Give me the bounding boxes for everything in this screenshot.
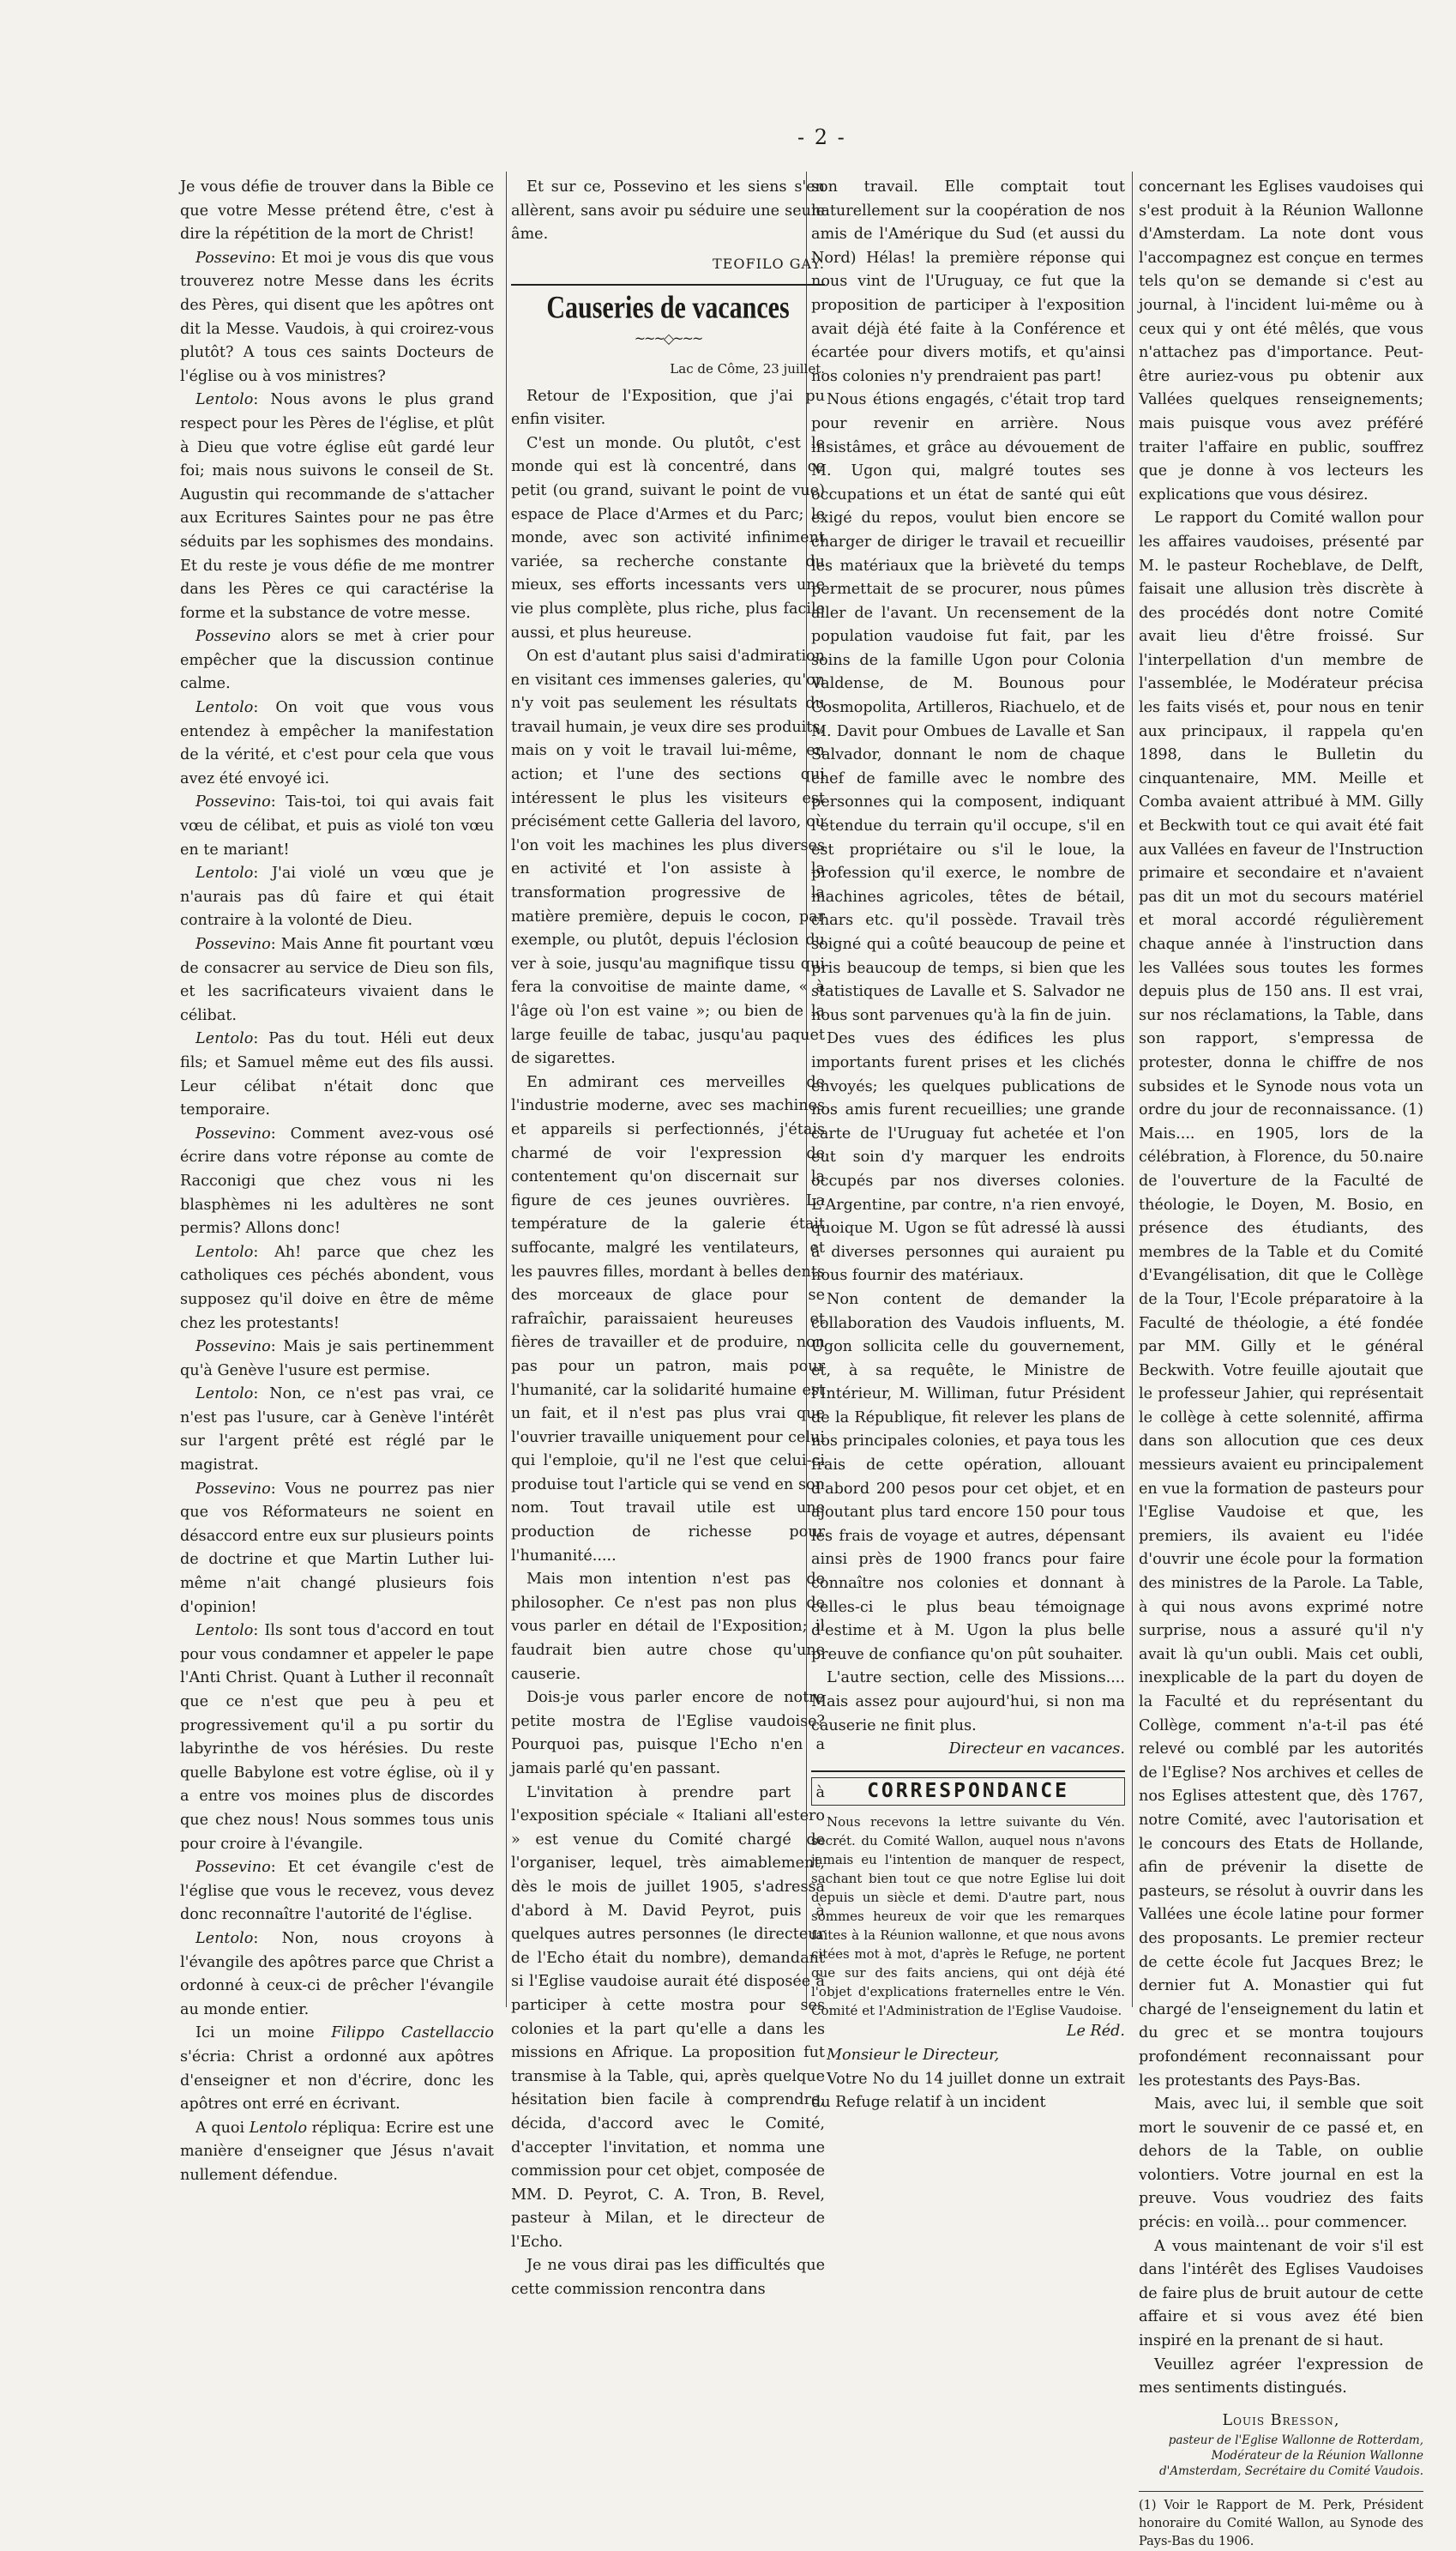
text: : Nous avons le plus grand respect pour les Pères de l'église, et plût à Dieu que votre église eût gardé leur foi; mais nous suivons le conseil de St. Augustin qui recommande de s'attacher aux Ecritures Saintes pour ne pas être séduits par les sophismes des mondains. Et du reste je vous défie de me montrer dans les Pères ce qui caractérise la forme et la substance de votre messe. <box>180 391 494 622</box>
speaker: Lentolo <box>196 391 254 409</box>
speaker: Lentolo <box>196 1243 254 1261</box>
paragraph: L'invitation à prendre part à l'exposition spéciale « Italiani all'estero » est venue du Comité chargé de l'organiser, lequel, très aimablement, dès le mois de juillet 1905, s'adressa d'abord à M. David Peyrot, puis à quelques autres personnes (le directeur de l'Echo était du nombre), demandant si l'Eglise vaudoise aurait été disposée à participer à cette mostra pour ses colonies et la part qu'elle a dans les missions en Afrique. La proposition fut transmise à la Table, qui, après quelque hésitation bien facile à comprendre, décida, d'accord avec le Comité, d'accepter l'invitation, et nomma une commission pour cet objet, composée de MM. D. Peyrot, C. A. Tron, B. Revel, pasteur à Milan, et le directeur de l'Echo. <box>511 1783 825 2251</box>
paragraph: C'est un monde. Ou plutôt, c'est le monde qui est là concentré, dans ce petit (ou grand, suivant le point de vue) espace de Place d'Armes et du Parc; le monde, avec son activité infiniment variée, sa recherche constante du mieux, ses efforts incessants vers une vie plus complète, plus riche, plus facile aussi, et plus heureuse. <box>511 434 825 642</box>
signature: Directeur en vacances. <box>948 1740 1125 1758</box>
dialogue-line <box>180 1383 494 1477</box>
paragraph: On est d'autant plus saisi d'admiration en visitant ces immenses galeries, qu'on n'y voit pas seulement les résultats du travail humain, je veux dire ses produits, mais on y voit le travail lui-même, en action; et l'une des sections qui intéressent le plus les visiteurs est précisément cette Galleria del lavoro, où l'on voit les machines les plus diverses en activité et l'on assiste à la transformation progressive de la matière première, depuis le cocon, par exemple, ou plutôt, depuis l'éclosion du ver à soie, jusqu'au magnifique tissu qui fera la convoitise de mainte dame, « à l'âge où l'on est vaine »; ou bien de la large feuille de tabac, jusqu'au paquet de sigarettes. <box>511 648 825 1068</box>
dialogue-line <box>180 625 494 697</box>
speaker: Possevino <box>196 793 271 811</box>
column-4 <box>1139 176 1423 2549</box>
paragraph: L'autre section, celle des Missions.... Mais assez pour aujourd'hui, si non ma causerie ne finit plus. <box>811 1669 1125 1734</box>
speaker: Possevino <box>196 1125 271 1143</box>
dialogue-line <box>180 1123 494 1241</box>
text: alors se met à crier pour empêcher que la discussion continue calme. <box>180 628 495 693</box>
text: : Mais Anne fit pourtant vœu de consacrer au service de Dieu son fils, et les sacrificateurs vivaient dans le célibat. <box>180 936 494 1024</box>
speaker: Possevino <box>196 1338 271 1356</box>
paragraph: Dois-je vous parler encore de notre petite mostra de l'Eglise vaudoise? Pourquoi pas, puisque l'Echo n'en a jamais parlé qu'en passant. <box>511 1689 825 1777</box>
signature: TEOFILO GAY. <box>713 255 825 272</box>
text: : Non, ce n'est pas vrai, ce n'est pas l'usure, car à Genève l'intérêt sur l'argent prêté est réglé par le magistrat. <box>180 1385 494 1475</box>
footnote: (1) Voir le Rapport de M. Perk, Président honoraire du Comité Wallon, au Synode des Pays-Bas du 1906. <box>1139 2491 1423 2551</box>
paragraph <box>180 2117 494 2188</box>
text: Ici un moine <box>196 2024 315 2042</box>
dialogue-line <box>180 791 494 862</box>
text: : J'ai violé un vœu que je n'aurais pas dû faire et qui était contraire à la volonté de Dieu. <box>180 865 494 930</box>
dialogue-line <box>180 389 494 625</box>
column-2 <box>511 176 825 2299</box>
speaker: Possevino <box>196 1859 271 1877</box>
paragraph: Veuillez agréer l'expression de mes sentiments distingués. <box>1139 2355 1423 2397</box>
column-rule <box>506 172 507 2007</box>
text: : Ah! parce que chez les catholiques ces péchés abondent, vous supposez qu'il doive en être de même chez les protestants! <box>180 1243 494 1332</box>
paragraph: Le rapport du Comité wallon pour les affaires vaudoises, présenté par M. le pasteur Rocheblave, de Delft, faisait une allusion très discrète à des procédés dont notre Comité avait lieu d'être froissé. Sur l'interpellation d'un membre de l'assemblée, le Modérateur précisa les faits visés et, pour nous en tenir aux principaux, il rappela qu'en 1898, dans le Bulletin du cinquantenaire, MM. Meille et Comba avaient attribué à MM. Gilly et Beckwith tout ce qui avait été fait aux Vallées en faveur de l'Instruction primaire et secondaire et n'avaient pas dit un mot du secours matériel et moral accordé régulièrement chaque année à l'instruction dans les Vallées sous toutes les formes depuis plus de 150 ans. Il est vrai, sur nos réclamations, la Table, dans son rapport, s'empressa de protester, donna le chiffre de nos subsides et le Synode nous vota un ordre du jour de reconnaissance. (1) Mais.... en 1905, lors de la célébration, à Florence, du 50.naire de l'ouverture de la Faculté de théologie, le Doyen, M. Bosio, en présence des étudiants, des membres de la Table et du Comité d'Evangélisation, dit que le Collège de la Tour, l'Ecole préparatoire à la Faculté de théologie, a été fondée par MM. Gilly et le général Beckwith. Votre feuille ajoutait que le professeur Jahier, qui représentait le collège à cette solennité, affirma dans son allocution que ces deux messieurs avaient eu principalement en vue la formation de pasteurs pour l'Eglise Vaudoise et que, les premiers, ils avaient eu l'idée d'ouvrir une école pour la formation des ministres de la Parole. La Table, à qui nous avons exprimé notre surprise, nous a assuré qu'il n'y avait là qu'un oubli. Mais cet oubli, inexplicable de la part du doyen de la Faculté et du représentant du Collège, comment n'a-t-il pas été relevé ou comblé par les autorités de l'Eglise? Nos archives et celles de nos Eglises attestent que, dès 1767, notre Comité, avec l'autorisation et le concours des Etats de Hollande, afin de prévenir la disette de pasteurs, se résolut à ouvrir dans les Vallées une école latine pour former des proposants. Le premier recteur de cette école fut Jacques Brez; le dernier fut A. Monastier qui fut chargé de l'enseignement du latin et du grec et se montra toujours profondément reconnaissant pour les protestants des Pays-Bas. <box>1139 510 1423 2090</box>
paragraph: A vous maintenant de voir s'il est dans l'intérêt des Eglises Vaudoises de faire plus de bruit autour de cette affaire et si vous avez été bien inspiré en la prenant de si haut. <box>1139 2237 1423 2350</box>
dialogue-line <box>180 1927 494 2022</box>
name: Lentolo <box>249 2119 308 2137</box>
paragraph: son travail. Elle comptait tout naturellement sur la coopération de nos amis de l'Amérique du Sud (et aussi du Nord) Hélas! la première réponse qui nous vint de l'Uruguay, ce fut que la proposition de participer à l'exposition avait déjà été faite à la Conférence et écartée pour divers motifs, et qu'ainsi nos colonies n'y prendraient pas part! <box>811 178 1125 385</box>
paragraph: Nous recevons la lettre suivante du Vén. secrét. du Comité Wallon, auquel nous n'avons jamais eu l'intention de manquer de respect, sachant bien tout ce que notre Eglise lui doit depuis un siècle et demi. D'autre part, nous sommes heureux de voir que les remarques faites à la Réunion wallonne, et que nous avons citées mot à mot, d'après le Refuge, ne portent que sur des faits anciens, qui ont déjà été l'objet d'explications fraternelles entre le Vén. Comité et l'Administration de l'Eglise Vaudoise. <box>811 1814 1125 2019</box>
dialogue-line <box>180 1336 494 1383</box>
text: : Et moi je vous dis que vous trouverez notre Messe dans les écrits des Pères, qui disent que les apôtres ont dit la Messe. Vaudois, à qui croirez-vous plutôt? A tous ces saints Docteurs de l'église ou à vos ministres? <box>180 249 494 385</box>
text: : Comment avez-vous osé écrire dans votre réponse au comte de Racconigi que chez vous ni les blasphèmes ni les adultères ne sont permis? Allons donc! <box>180 1125 494 1238</box>
salutation: Monsieur le Directeur, <box>827 2046 1000 2064</box>
speaker: Lentolo <box>196 1622 254 1640</box>
speaker: Lentolo <box>196 1030 254 1048</box>
speaker: Lentolo <box>196 1385 254 1403</box>
paragraph: Mais, avec lui, il semble que soit mort le souvenir de ce passé et, en dehors de la Table, on oublie volontiers. Votre journal en est la preuve. Vous voudriez des faits précis: en voilà... pour commencer. <box>1139 2096 1423 2232</box>
dialogue-line <box>180 1478 494 1620</box>
section-title: CORRESPONDANCE <box>811 1777 1125 1806</box>
column-3 <box>811 176 1125 2112</box>
signature-role: pasteur de l'Eglise Wallonne de Rotterdam, Modérateur de la Réunion Wallonne d'Amsterdam, Secrétaire du Comité Vaudois. <box>1158 2433 1423 2479</box>
dateline: Lac de Côme, 23 juillet. <box>670 360 825 377</box>
dialogue-line <box>180 1028 494 1122</box>
text: : Pas du tout. Héli eut deux fils; et Samuel même eut des fils aussi. Leur célibat n'était donc que temporaire. <box>180 1030 494 1119</box>
text: répliqua: Ecrire est une manière d'enseigner que Jésus n'avait nullement défendue. <box>180 2119 494 2184</box>
speaker: Lentolo <box>196 699 254 717</box>
dialogue-line <box>180 247 494 389</box>
speaker: Lentolo <box>196 1929 254 1947</box>
text: : Tais-toi, toi qui avais fait vœu de célibat, et puis as violé ton vœu en te mariant! <box>180 793 494 859</box>
paragraph: Votre No du 14 juillet donne un extrait du Refuge relatif à un incident <box>811 2070 1125 2112</box>
editor-note: Le Réd. <box>1066 2023 1125 2041</box>
dialogue-line <box>180 1241 494 1336</box>
text: : On voit que vous vous entendez à empêcher la manifestation de la vérité, et c'est pour cela que vous avez été envoyé ici. <box>180 699 494 787</box>
divider <box>811 1770 1125 1772</box>
paragraph: Mais mon intention n'est pas de philosopher. Ce n'est pas non plus de vous parler en détail de l'Exposition; il faudrait bien autre chose qu'une causerie. <box>511 1571 825 1683</box>
paragraph: concernant les Eglises vaudoises qui s'est produit à la Réunion Wallonne d'Amsterdam. La note dont vous l'accompagnez est conçue en termes tels qu'on se demande si c'est au journal, à l'incident lui-même ou à ceux qui y ont été mêlés, que vous n'attachez pas d'importance. Peut-être auriez-vous pu obtenir aux Vallées quelques renseignements; mais puisque vous avez préféré traiter l'affaire en public, souffrez que je donne à vos lecteurs les explications que vous désirez. <box>1139 178 1423 504</box>
name: Filippo Castellaccio <box>331 2024 494 2042</box>
dialogue-line <box>180 1856 494 1927</box>
dialogue-line <box>180 933 494 1028</box>
dialogue-line <box>180 697 494 791</box>
text: : Non, nous croyons à l'évangile des apôtres parce que Christ a ordonné à ceux-ci de prêcher l'évangile au monde entier. <box>180 1929 494 2018</box>
paragraph: Des vues des édifices les plus importants furent prises et les clichés envoyés; les quelques publications de nos amis furent recueillies; une grande carte de l'Uruguay fut achetée et l'on eut soin d'y marquer les endroits occupés par nos diverses colonies. L'Argentine, par contre, n'a rien envoyé, quoique M. Ugon se fût adressé là aussi à diverses personnes qui auraient pu nous fournir des matériaux. <box>811 1030 1125 1285</box>
speaker: Possevino <box>196 1480 271 1498</box>
speaker: Possevino <box>196 936 271 953</box>
text: : Mais je sais pertinemment qu'à Genève l'usure est permise. <box>180 1338 494 1379</box>
column-rule <box>1132 172 1133 2007</box>
paragraph: En admirant ces merveilles de l'industrie moderne, avec ses machines et appareils si perfectionnés, j'étais charmé de voir l'expression de contentement qu'on discernait sur la figure de ces jeunes ouvrières. La température de la galerie était suffocante, malgré les ventilateurs, et les pauvres filles, mordant à belles dents des morceaux de glace pour se rafraîchir, paraissaient heureuses et fières de travailler et de produire, non pas pour un patron, mais pour l'humanité, car la solidarité humaine est un fait, et il n'est pas plus vrai que l'ouvrier travaille uniquement pour celui qui l'emploie, qu'il ne l'est que celui-ci produise tout l'article qui se vend en son nom. Tout travail utile est une production de richesse pour l'humanité..... <box>511 1073 825 1565</box>
dialogue-line <box>180 1619 494 1856</box>
speaker: Lentolo <box>196 865 254 883</box>
text: A quoi <box>196 2119 245 2137</box>
signature-name: Louis Bresson, <box>1222 2411 1340 2429</box>
dialogue-line <box>180 862 494 933</box>
text: : Et cet évangile c'est de l'église que vous le recevez, vous devez donc reconnaître l'autorité de l'église. <box>180 1859 494 1924</box>
paragraph: Je ne vous dirai pas les difficultés que cette commission rencontra dans <box>511 2257 825 2299</box>
paragraph: Non content de demander la collaboration des Vaudois influents, M. Ugon sollicita celle du gouvernement, et, à sa requête, le Ministre de l'Intérieur, M. Williman, futur Président de la République, fit relever les plans de nos principales colonies, et paya tous les frais de cette opération, allouant d'abord 200 pesos pour cet objet, et en ajoutant plus tard encore 150 pour tous les frais de voyage et autres, dépensant ainsi près de 1900 francs pour faire connaître nos colonies et donnant à celles-ci le plus beau témoignage d'estime et à M. Ugon la plus belle preuve de confiance qu'on pût souhaiter. <box>811 1290 1125 1663</box>
paragraph: Et sur ce, Possevino et les siens s'en allèrent, sans avoir pu séduire une seule âme. <box>511 178 825 244</box>
paragraph: Je vous défie de trouver dans la Bible ce que votre Messe prétend être, c'est à dire la répétition de la mort de Christ! <box>180 178 494 244</box>
section-title: Causeries de vacances <box>546 290 790 326</box>
column-1 <box>180 176 495 2184</box>
paragraph: Retour de l'Exposition, que j'ai pu enfin visiter. <box>511 387 825 429</box>
text: : Ils sont tous d'accord en tout pour vous condamner et appeler le pape l'Anti Christ. Quant à Luther il reconnaît que ce n'est que peu à peu et progressivement qu'il a pu sortir du labyrinthe de vos hérésies. Du reste quelle Babylone est votre église, où il y a entre vos moines plus de discordes que chez nous! Nous sommes tous unis pour croire à l'évangile. <box>180 1622 494 1853</box>
paragraph <box>180 2022 494 2116</box>
speaker: Possevino <box>196 249 271 267</box>
speaker: Possevino <box>196 628 271 646</box>
text: s'écria: Christ a ordonné aux apôtres d'enseigner et non d'écrire, donc les apôtres ont erré en écrivant. <box>180 2047 494 2114</box>
flourish-ornament: ~~~◇~~~ <box>634 330 702 347</box>
text: : Vous ne pourrez pas nier que vos Réformateurs ne soient en désaccord entre eux sur plusieurs points de doctrine et que Martin Luther lui-même n'ait changé plusieurs fois d'opinion! <box>180 1480 494 1616</box>
paragraph: Nous étions engagés, c'était trop tard pour revenir en arrière. Nous insistâmes, et grâce au dévouement de M. Ugon qui, malgré toutes ses occupations et un état de santé qui eût exigé du repos, voulut bien encore se charger de diriger le travail et recueillir les matériaux que la brièveté du temps permettait de se procurer, nous pûmes aller de l'avant. Un recensement de la population vaudoise fut fait, par les soins de la famille Ugon pour Colonia Valdense, de M. Bounous pour Cosmopolita, Artilleros, Riachuelo, et de M. Davit pour Ombues de Lavalle et San Salvador, donnant le nom de chaque chef de famille avec le nombre des personnes qui la composent, indiquant l'étendue du terrain qu'il occupe, s'il en est propriétaire ou s'il le loue, la profession qu'il exerce, le nombre de machines agricoles, têtes de bétail, chars etc. qu'il possède. Travail très soigné qui a coûté beaucoup de peine et pris beaucoup de temps, si bien que les statistiques de Lavalle et S. Salvador ne nous sont parvenues qu'à la fin de juin. <box>811 391 1125 1024</box>
page-number: - 2 - <box>797 125 846 149</box>
